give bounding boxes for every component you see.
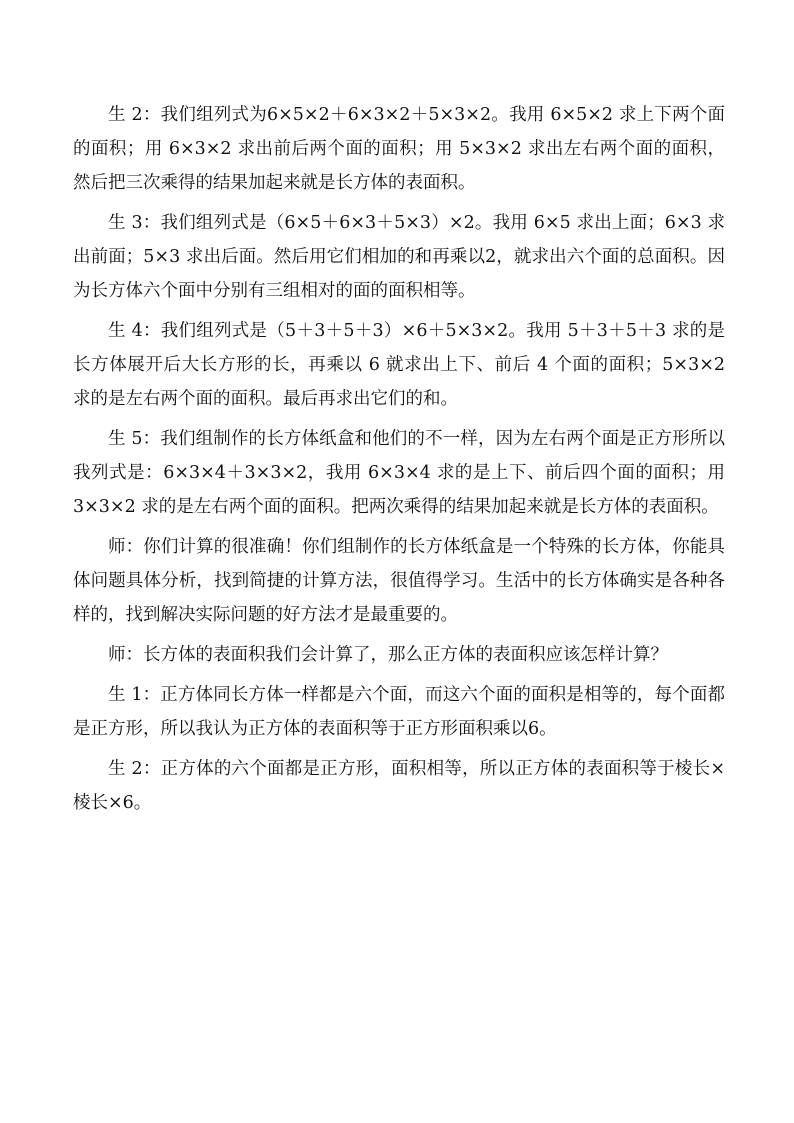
paragraph-student-5-formula: 生 5：我们组制作的长方体纸盒和他们的不一样，因为左右两个面是正方形所以我列式是：6×3×4＋3×3×2，我用 6×3×4 求的是上下、前后四个面的面积；用 3×3×2 求的是左右两个面的面积。把两次乘得的结果加起来就是长方体的表面积。 (73, 429, 725, 517)
paragraph-student-4-formula: 生 4：我们组列式是（5＋3＋5＋3）×6＋5×3×2。我用 5＋3＋5＋3 求的是长方体展开后大长方形的长，再乘以 6 就求出上下、前后 4 个面的面积；5×3×2 求的是左右两个面的面积。最后再求出它们的和。 (73, 321, 725, 409)
paragraph-student-2-cube: 生 2：正方体的六个面都是正方形，面积相等，所以正方体的表面积等于棱长×棱长×6。 (73, 759, 725, 813)
document-body (73, 98, 725, 826)
paragraph-student-3-formula: 生 3：我们组列式是（6×5＋6×3＋5×3）×2。我用 6×5 求出上面；6×3 求出前面；5×3 求出后面。然后用它们相加的和再乘以2，就求出六个面的总面积。因为长方体六个面中分别有三组相对的面的面积相等。 (73, 213, 725, 301)
paragraph-teacher-question: 师：长方体的表面积我们会计算了，那么正方体的表面积应该怎样计算？ (108, 645, 668, 665)
paragraph-teacher-praise: 师：你们计算的很准确！你们组制作的长方体纸盒是一个特殊的长方体，你能具体问题具体分析，找到简捷的计算方法，很值得学习。生活中的长方体确实是各种各样的，找到解决实际问题的好方法才是最重要的。 (73, 537, 725, 625)
paragraph-student-2-formula: 生 2：我们组列式为6×5×2＋6×3×2＋5×3×2。我用 6×5×2 求上下两个面的面积；用 6×3×2 求出前后两个面的面积；用 5×3×2 求出左右两个面的面积，然后把三次乘得的结果加起来就是长方体的表面积。 (73, 105, 725, 193)
paragraph-student-1-cube: 生 1：正方体同长方体一样都是六个面，而这六个面的面积是相等的，每个面都是正方形，所以我认为正方体的表面积等于正方形面积乘以6。 (73, 685, 725, 739)
